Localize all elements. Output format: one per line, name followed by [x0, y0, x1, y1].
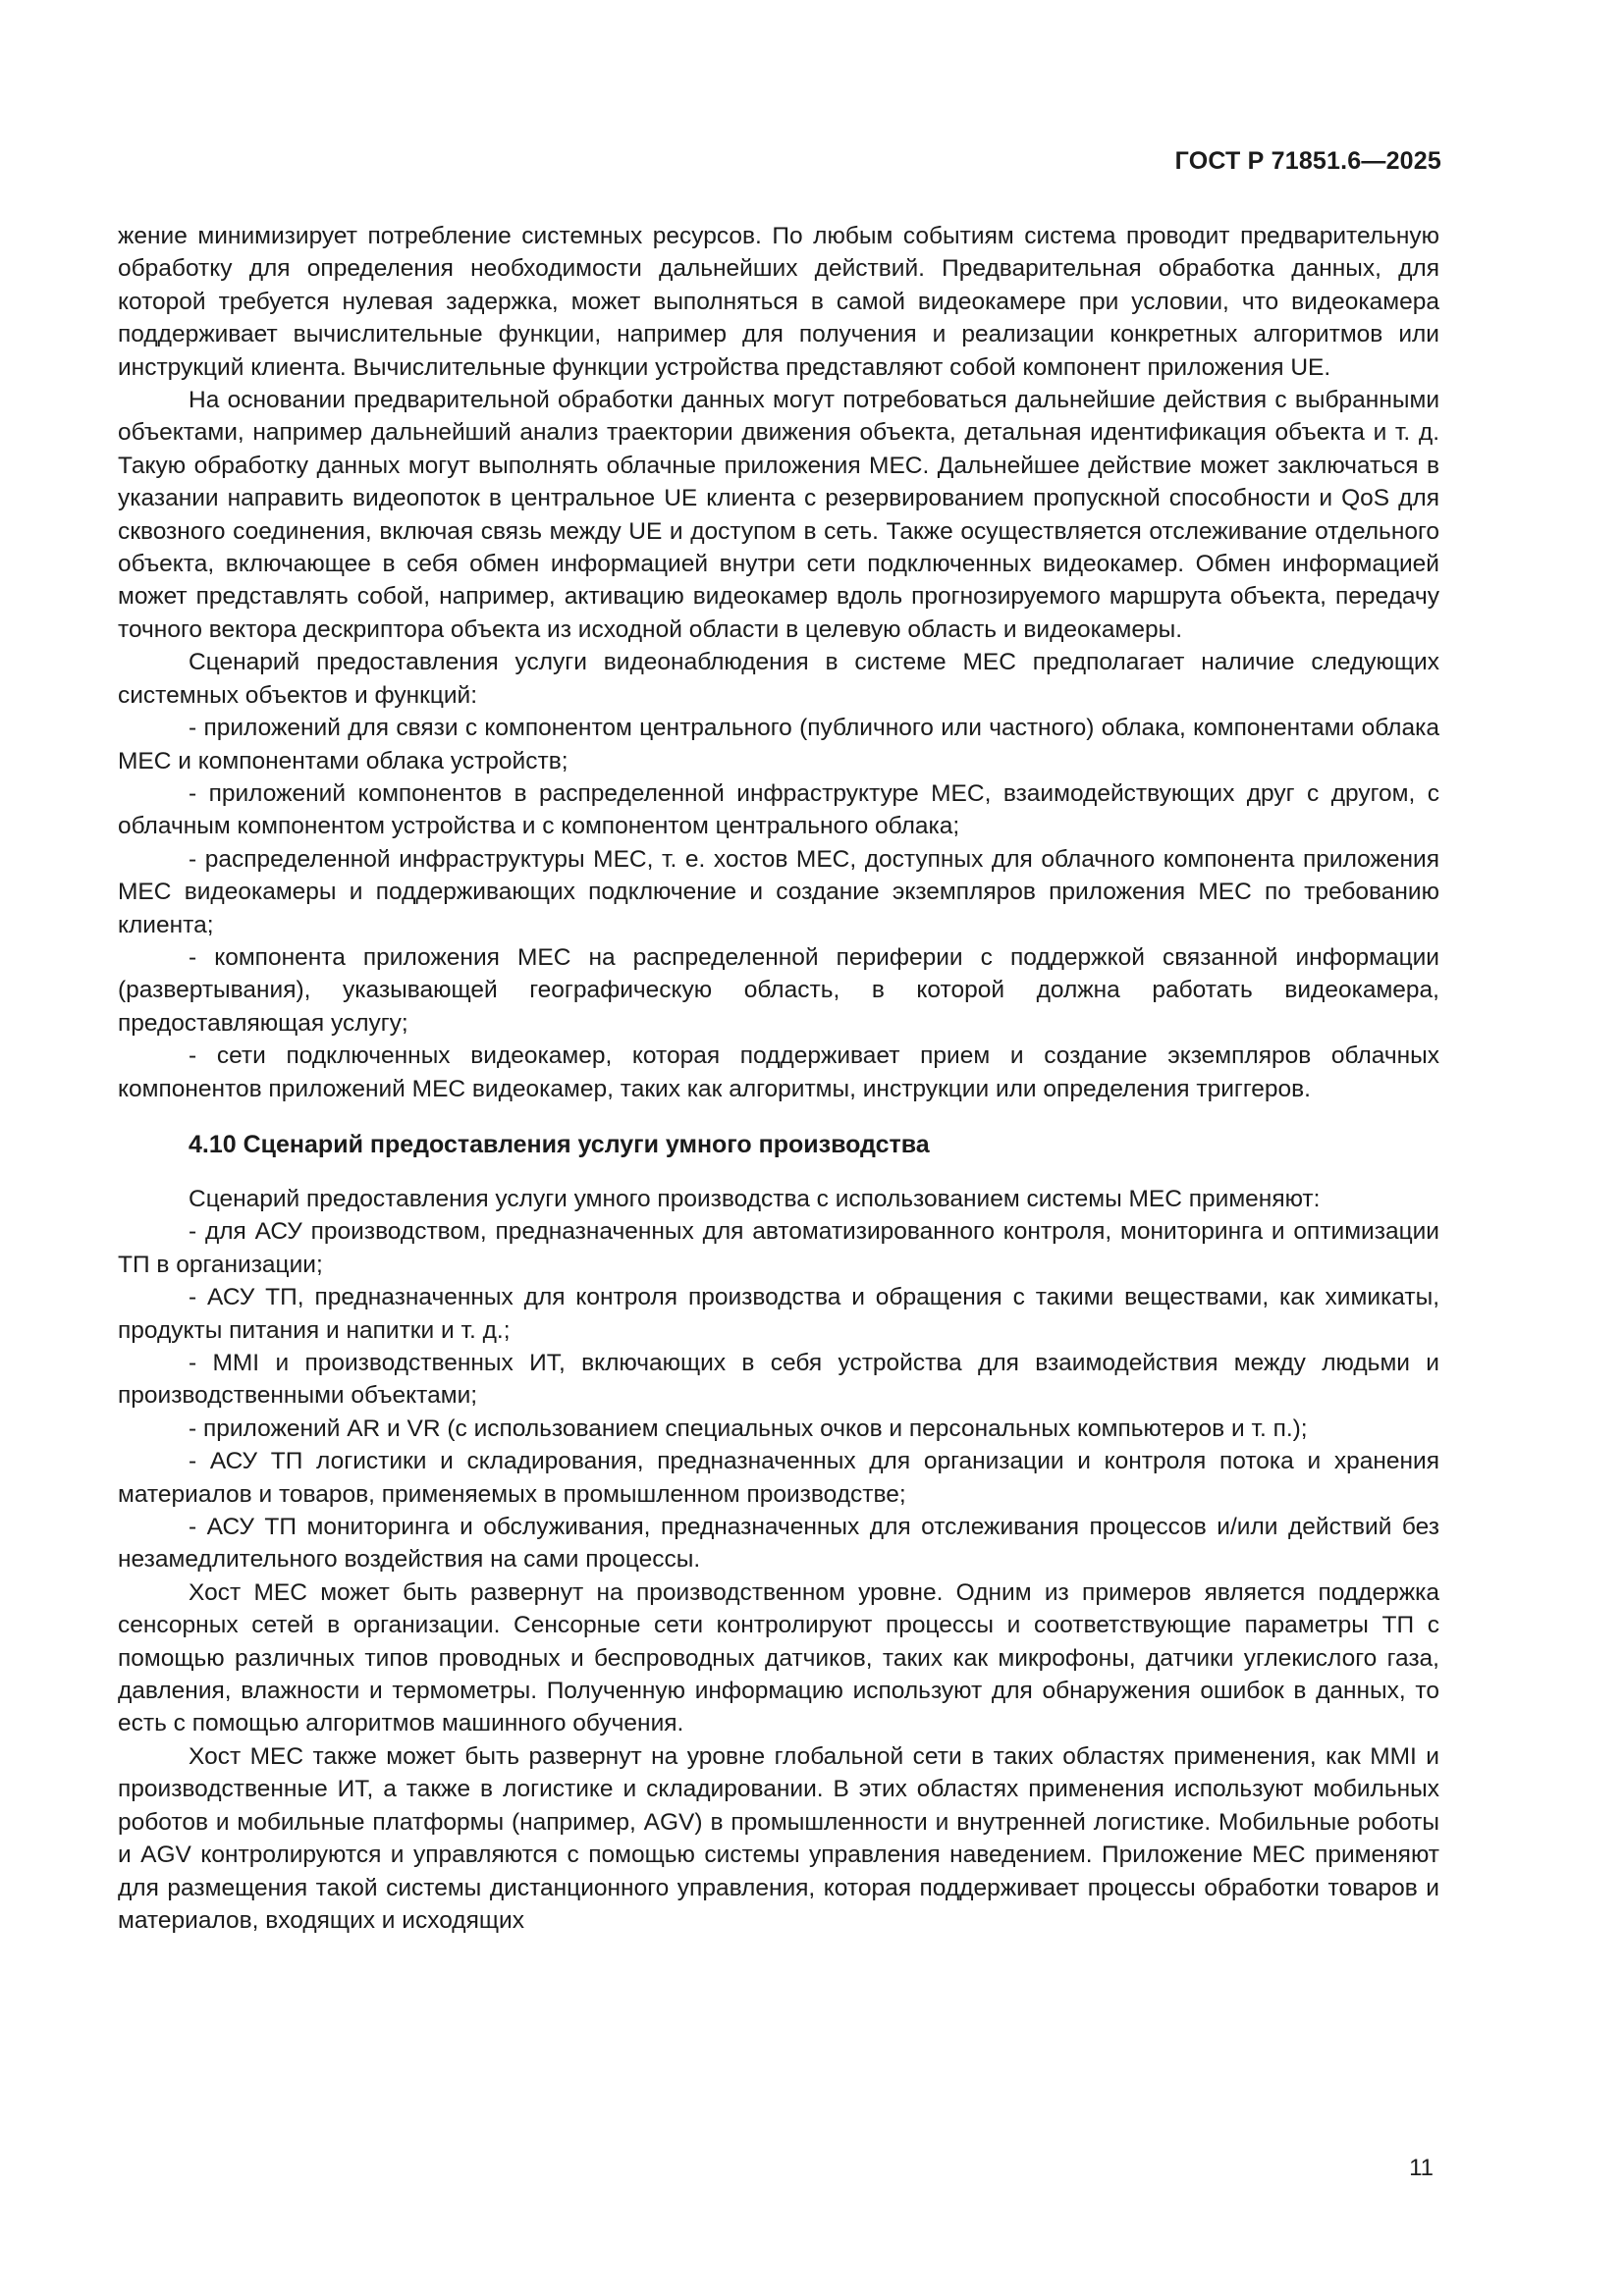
paragraph: Хост МЕС также может быть развернут на уровне глобальной сети в таких областях применения, как MMI и производственные ИТ, а также в логистике и складировании. В этих областях применения используют мобильных роботов и мобильные платформы (например, AGV) в промышленности и внутренней логистике. Мобильные роботы и AGV контролируются и управляются с помощью системы управления наведением. Приложение МЕС применяют для размещения такой системы дистанционного управления, которая поддерживает процессы обработки товаров и материалов, входящих и исходящих — [118, 1742, 1439, 1934]
list-item: - АСУ ТП, предназначенных для контроля производства и обращения с такими веществами, как химикаты, продукты питания и напитки и т. д.; — [118, 1284, 1439, 1344]
document-body — [118, 220, 1439, 1937]
list-item: - АСУ ТП логистики и складирования, предназначенных для организации и контроля потока и хранения материалов и товаров, применяемых в промышленном производстве; — [118, 1448, 1439, 1508]
paragraph: На основании предварительной обработки данных могут потребоваться дальнейшие действия с выбранными объектами, например дальнейший анализ траектории движения объекта, детальная идентификация объекта и т. д. Такую обработку данных могут выполнять облачные приложения МЕС. Дальнейшее действие может заключаться в указании направить видеопоток в центральное UE клиента с резервированием пропускной способности и QoS для сквозного соединения, включая связь между UE и доступом в сеть. Также осуществляется отслеживание отдельного объекта, включающее в себя обмен информацией внутри сети подключенных видеокамер. Обмен информацией может представлять собой, например, активацию видеокамер вдоль прогнозируемого маршрута объекта, передачу точного вектора дескриптора объекта из исходной области в целевую область и видеокамеры. — [118, 387, 1439, 643]
list-item: - MMI и производственных ИТ, включающих в себя устройства для взаимодействия между людьми и производственными объектами; — [118, 1350, 1439, 1410]
paragraph: жение минимизирует потребление системных ресурсов. По любым событиям система проводит предварительную обработку для определения необходимости дальнейших действий. Предварительная обработка данных, для которой требуется нулевая задержка, может выполняться в самой видеокамере при условии, что видеокамера поддерживает вычислительные функции, например для получения и реализации конкретных алгоритмов или инструкций клиента. Вычислительные функции устройства представляют собой компонент приложения UE. — [118, 223, 1439, 381]
list-item: - распределенной инфраструктуры МЕС, т. е. хостов МЕС, доступных для облачного компонента приложения МЕС видеокамеры и поддерживающих подключение и создание экземпляров приложения МЕС по требованию клиента; — [118, 845, 1439, 938]
page-number: 11 — [1409, 2155, 1434, 2181]
list-item: - приложений AR и VR (с использованием специальных очков и персональных компьютеров и т. п.); — [189, 1415, 1308, 1442]
list-item: - АСУ ТП мониторинга и обслуживания, предназначенных для отслеживания процессов и/или действий без незамедлительного воздействия на сами процессы. — [118, 1514, 1439, 1574]
list-item: - компонента приложения МЕС на распределенной периферии с поддержкой связанной информации (развертывания), указывающей географическую область, в которой должна работать видеокамера, предоставляющая услугу; — [118, 943, 1439, 1037]
list-item: - сети подключенных видеокамер, которая поддерживает прием и создание экземпляров облачных компонентов приложений МЕС видеокамер, таких как алгоритмы, инструкции или определения триггеров. — [118, 1042, 1439, 1102]
list-item: - приложений для связи с компонентом центрального (публичного или частного) облака, компонентами облака МЕС и компонентами облака устройств; — [118, 715, 1439, 774]
document-code-header: ГОСТ Р 71851.6—2025 — [1174, 147, 1441, 175]
paragraph: Сценарий предоставления услуги видеонаблюдения в системе МЕС предполагает наличие следующих системных объектов и функций: — [118, 649, 1439, 709]
list-item: - для АСУ производством, предназначенных для автоматизированного контроля, мониторинга и оптимизации ТП в организации; — [118, 1218, 1439, 1278]
paragraph: Сценарий предоставления услуги умного производства с использованием системы МЕС применяют: — [189, 1185, 1321, 1212]
paragraph: Хост МЕС может быть развернут на производственном уровне. Одним из примеров является поддержка сенсорных сетей в организации. Сенсорные сети контролируют процессы и соответствующие параметры ТП с помощью различных типов проводных и беспроводных датчиков, таких как микрофоны, датчики углекислого газа, давления, влажности и термометры. Полученную информацию используют для обнаружения ошибок в данных, то есть с помощью алгоритмов машинного обучения. — [118, 1578, 1439, 1737]
list-item: - приложений компонентов в распределенной инфраструктуре МЕС, взаимодействующих друг с другом, с облачным компонентом устройства и с компонентом центрального облака; — [118, 779, 1439, 840]
section-heading: 4.10 Сценарий предоставления услуги умного производства — [189, 1130, 930, 1158]
